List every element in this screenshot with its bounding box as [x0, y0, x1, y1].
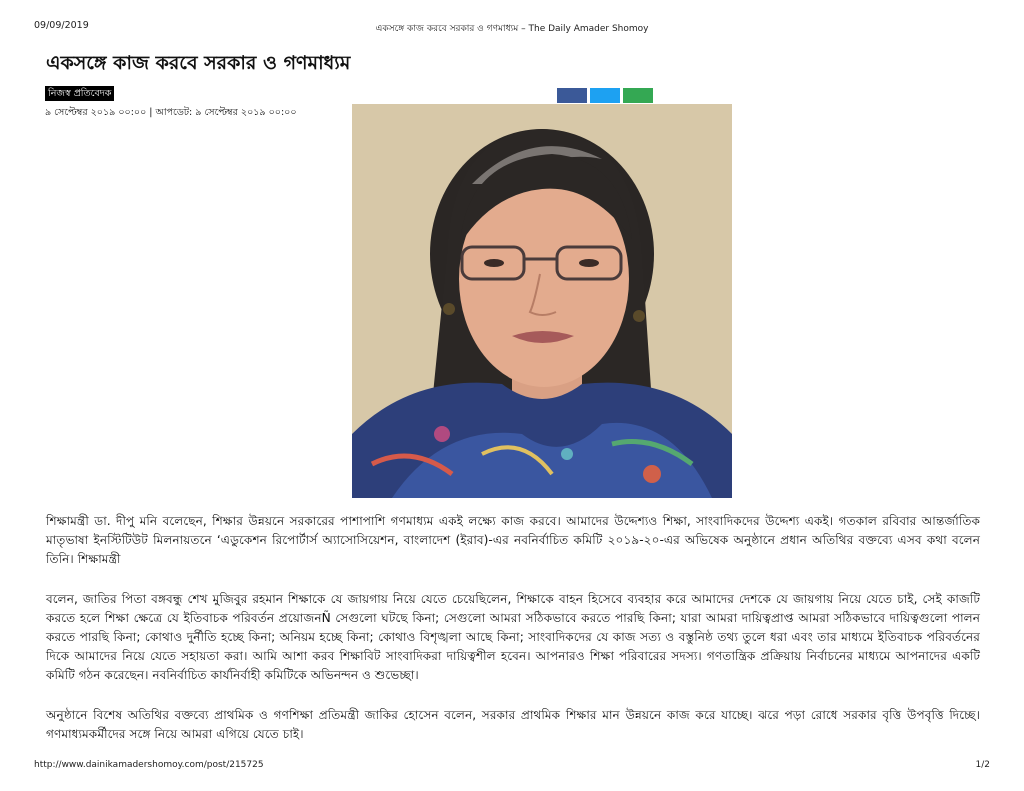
meta-separator: | [149, 107, 156, 118]
updated-label: আপডেট: [155, 107, 193, 118]
print-page-title: একসঙ্গে কাজ করবে সরকার ও গণমাধ্যম – The Daily Amader Shomoy [375, 24, 649, 34]
article-paragraph: শিক্ষামন্ত্রী ডা. দীপু মনি বলেছেন, শিক্ষার উন্নয়নে সরকারের পাশাপাশি গণমাধ্যম একই লক্ষ্যে কাজ করবে। আমাদের উদ্দেশ্যও শিক্ষা, সাংবাদিকদের উদ্দেশ্য একই। গতকাল রবিবার আন্তর্জাতিক মাতৃভাষা ইনস্টিটিউট মিলনায়তনে ‘এডুকেশন রিপোর্টার্স অ্যাসোসিয়েশন, বাংলাদেশ (ইরাব)-এর নবনির্বাচিত কমিটি ২০১৯-২০-এর অভিষেক অনুষ্ঠানে প্রধান অতিথির বক্তব্যে এসব কথা বলেন তিনি। শিক্ষামন্ত্রী [46, 514, 980, 566]
print-header [34, 20, 990, 34]
print-url[interactable]: http://www.dainikamadershomoy.com/post/215725 [34, 760, 264, 770]
article-paragraph: বলেন, জাতির পিতা বঙ্গবন্ধু শেখ মুজিবুর রহমান শিক্ষাকে যে জায়গায় নিয়ে যেতে চেয়েছিলেন, শিক্ষাকে বাহন হিসেবে ব্যবহার করে আমাদের দেশকে যে জায়গায় নিয়ে যেতে চাই, সেই কাজটি করতে হলে শিক্ষা ক্ষেত্রে যে ইতিবাচক পরিবর্তন প্রয়োজনÑ সেগুলো ঘটছে কিনা; সেগুলো আমরা সঠিকভাবে করতে পারছি কিনা; যারা আমরা দায়িত্বপ্রাপ্ত আমরা সঠিকভাবে দায়িত্বগুলো পালন করতে পারছি কিনা; কোথাও দুর্নীতি হচ্ছে কিনা; অনিয়ম হচ্ছে কিনা; কোথাও বিশৃঙ্খলা আছে কিনা; সাংবাদিকদের যে কাজ সত্য ও বস্তুনিষ্ঠ তথ্য তুলে ধরা এবং তার মাধ্যমে ইতিবাচক পরিবর্তনের দিকে আমাদের নিয়ে যেতে সহায়তা করা। আমি আশা করব শিক্ষাবিট সাংবাদিকরা দায়িত্বশীল হবেন। আপনারও শিক্ষা পরিবারের সদস্য। গণতান্ত্রিক প্রক্রিয়ায় নির্বাচনের মাধ্যমে আপনাদের একটি কমিটি গঠন করেছেন। নবনির্বাচিত কার্যনির্বাহী কমিটিকে অভিনন্দন ও শুভেচ্ছা। [46, 592, 980, 682]
updated-date: ৯ সেপ্টেম্বর ২০১৯ ০০:০০ [195, 107, 297, 118]
article-meta [45, 106, 297, 121]
article-headline: একসঙ্গে কাজ করবে সরকার ও গণমাধ্যম [46, 52, 351, 74]
portrait-photo-icon [352, 104, 732, 498]
share-buttons [557, 88, 653, 103]
whatsapp-share-button[interactable] [623, 88, 653, 103]
twitter-share-button[interactable] [590, 88, 620, 103]
facebook-share-button[interactable] [557, 88, 587, 103]
article-paragraph: অনুষ্ঠানে বিশেষ অতিথির বক্তব্যে প্রাথমিক ও গণশিক্ষা প্রতিমন্ত্রী জাকির হোসেন বলেন, সরকার প্রাথমিক শিক্ষার মান উন্নয়নে কাজ করে যাচ্ছে। ঝরে পড়া রোধে সরকার বৃত্তি উপবৃত্তি দিচ্ছে। গণমাধ্যমকর্মীদের সঙ্গে নিয়ে আমরা এগিয়ে যেতে চাই। [46, 708, 980, 741]
print-date: 09/09/2019 [34, 20, 89, 31]
article-body [46, 512, 980, 765]
published-date: ৯ সেপ্টেম্বর ২০১৯ ০০:০০ [45, 107, 147, 118]
article-photo [352, 104, 732, 498]
byline: নিজস্ব প্রতিবেদক [45, 86, 114, 101]
page-number: 1/2 [975, 760, 990, 770]
print-footer [34, 760, 990, 772]
